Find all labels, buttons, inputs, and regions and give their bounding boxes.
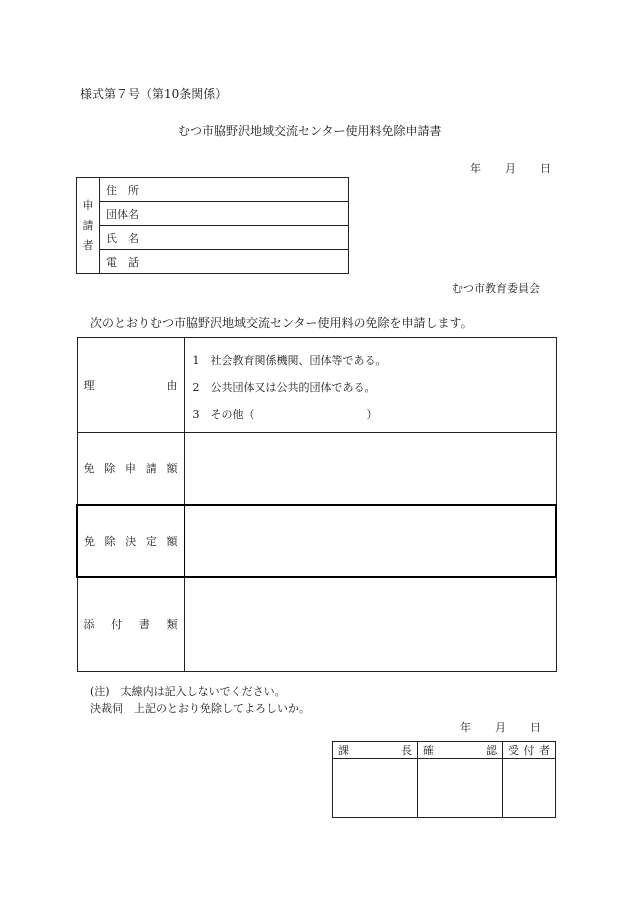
decided-amount-field[interactable] [184, 505, 556, 577]
header-char: 付 [523, 744, 535, 757]
applicant-table [76, 177, 349, 274]
label-char: 請 [145, 462, 157, 476]
reason-label-char: 理 [83, 379, 95, 392]
approval-date-day: 日 [530, 721, 541, 734]
label-char: 添 [83, 618, 95, 632]
header-char: 長 [401, 744, 412, 757]
field-label: 団体名 [106, 207, 139, 221]
label-char: 書 [138, 618, 150, 632]
attachments-label [77, 577, 184, 672]
reason-option-3: 3 その他（ [192, 408, 255, 421]
applicant-header [77, 178, 100, 274]
reason-label-char: 由 [166, 379, 178, 392]
label-char: 類 [166, 618, 178, 632]
field-label: 電 話 [106, 255, 139, 269]
recipient: むつ市教育委員会 [452, 282, 540, 295]
field-label: 氏 名 [106, 231, 139, 245]
approval-text: 決裁伺 上記のとおり免除してよろしいか。 [90, 702, 310, 715]
approval-table [332, 741, 556, 818]
approval-date-year: 年 [460, 721, 471, 734]
approval-col-section-chief [333, 742, 418, 759]
stamp-box-section-chief[interactable] [333, 759, 418, 818]
attachments-field[interactable] [184, 577, 556, 672]
decided-amount-label [77, 505, 184, 577]
main-table [76, 337, 557, 672]
stamp-box-receiver[interactable] [503, 759, 556, 818]
label-char: 額 [166, 462, 178, 476]
field-label: 住 所 [106, 183, 139, 197]
reason-option-3-close: ） [366, 408, 378, 421]
header-char: 受 [508, 744, 519, 757]
applicant-field-address[interactable] [100, 178, 349, 202]
statement: 次のとおりむつ市脇野沢地域交流センター使用料の免除を申請します。 [90, 316, 473, 330]
label-char: 免 [84, 534, 95, 548]
form-number: 様式第７号（第10条関係） [80, 87, 228, 101]
date-year: 年 [470, 162, 481, 175]
header-char: 者 [539, 744, 550, 757]
applicant-header-char: 申 [82, 198, 94, 212]
label-char: 除 [104, 534, 116, 548]
note: (注) 太線内は記入しないでください。 [90, 685, 286, 698]
header-char: 課 [338, 744, 349, 757]
requested-amount-field[interactable] [184, 433, 556, 505]
label-char: 決 [125, 534, 137, 548]
date-day: 日 [540, 162, 551, 175]
label-char: 除 [104, 462, 116, 476]
page-title: むつ市脇野沢地域交流センター使用料免除申請書 [178, 124, 442, 138]
reason-option-2: 2 公共団体又は公共的団体である。 [192, 381, 376, 394]
header-char: 認 [486, 744, 497, 757]
stamp-box-confirm[interactable] [418, 759, 503, 818]
applicant-field-group[interactable] [100, 202, 349, 226]
applicant-field-name[interactable] [100, 226, 349, 250]
applicant-header-char: 者 [82, 238, 94, 252]
label-char: 免 [83, 462, 95, 476]
header-char: 確 [423, 744, 434, 757]
label-char: 額 [166, 534, 178, 548]
date-month: 月 [505, 162, 516, 175]
requested-amount-label [77, 433, 184, 505]
approval-col-receiver [503, 742, 556, 759]
label-char: 定 [145, 534, 157, 548]
approval-col-confirm [418, 742, 503, 759]
applicant-header-char: 請 [82, 218, 94, 232]
reason-label [77, 338, 184, 433]
approval-date-month: 月 [495, 721, 506, 734]
label-char: 付 [111, 618, 123, 632]
applicant-field-phone[interactable] [100, 250, 349, 274]
reason-options[interactable] [184, 338, 556, 433]
label-char: 申 [125, 462, 136, 476]
reason-option-1: 1 社会教育関係機関、団体等である。 [192, 354, 387, 367]
